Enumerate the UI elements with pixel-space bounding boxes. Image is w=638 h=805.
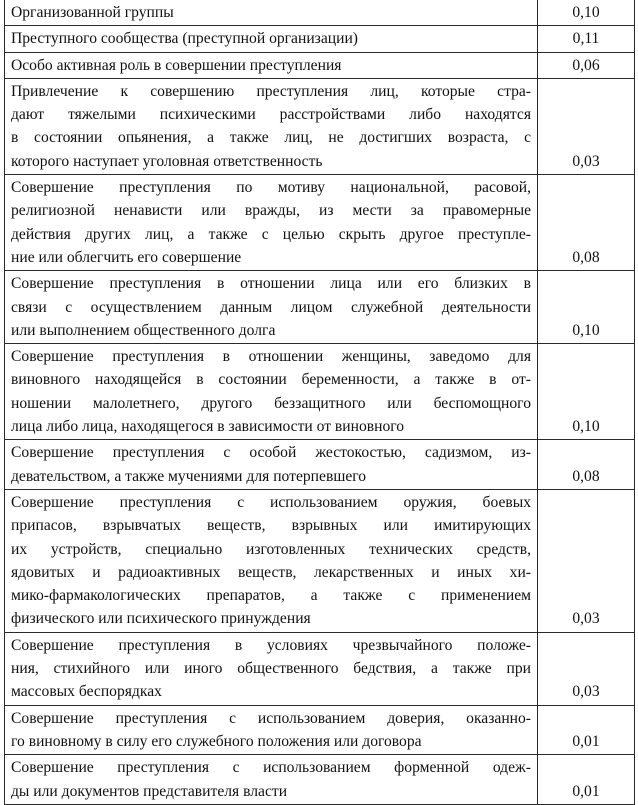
table-row — [5, 26, 635, 52]
factor-description-line: Совершение преступления в условиях чрезвычайного положе- — [11, 636, 531, 654]
table-row — [5, 0, 635, 26]
factor-description-line: Совершение преступления в отношении женщины, заведомо для — [11, 348, 531, 366]
factors-table — [4, 0, 635, 805]
table-row — [5, 705, 635, 755]
factor-description-line: ды или документов представителя власти — [11, 782, 288, 800]
table-row — [5, 175, 635, 271]
factor-description-cell — [5, 344, 538, 440]
table-row — [5, 344, 635, 440]
table-row — [5, 52, 635, 78]
factor-description-line: связи с осуществлением данным лицом служебной деятельности — [11, 298, 531, 316]
factor-description-line: ношении малолетнего, другого беззащитного или беспомощного — [11, 394, 531, 412]
factor-description-line: или выполнением общественного долга — [11, 321, 276, 339]
factor-description-line: которого наступает уголовная ответственность — [11, 152, 323, 170]
factor-description-cell — [5, 705, 538, 755]
factor-description-line: Совершение преступления в отношении лица или его близких в — [11, 275, 531, 293]
table-row — [5, 440, 635, 490]
factor-description-line: физического или психического принуждения — [11, 610, 311, 628]
factor-description-cell — [5, 0, 538, 26]
factor-description-cell — [5, 489, 538, 632]
factor-description-line: Особо активная роль в совершении преступления — [11, 56, 342, 74]
factor-value-cell: 0,01 — [538, 705, 635, 755]
factor-description-line: Преступного сообщества (преступной организации) — [11, 30, 358, 48]
factor-value-cell: 0,01 — [538, 755, 635, 805]
factor-value-cell: 0,03 — [538, 489, 635, 632]
factor-description-line: дают тяжелыми психическими расстройствами либо находятся — [11, 106, 531, 124]
factor-description-line: Совершение преступления по мотиву национальной, расовой, — [11, 179, 531, 197]
factor-description-line: припасов, взрывчатых веществ, взрывных или имитирующих — [11, 517, 531, 535]
factor-description-cell — [5, 271, 538, 344]
factor-value-cell: 0,06 — [538, 52, 635, 78]
factor-description-cell — [5, 632, 538, 705]
factor-value-cell: 0,10 — [538, 0, 635, 26]
factor-value-cell: 0,08 — [538, 175, 635, 271]
factor-description-cell — [5, 26, 538, 52]
factor-description-line: лица либо лица, находящегося в зависимости от виновного — [11, 418, 405, 436]
factor-description-line: действия других лиц, а также с целью скрыть другое преступле- — [11, 225, 531, 243]
factor-value-cell: 0,10 — [538, 344, 635, 440]
table-row — [5, 632, 635, 705]
factors-table-body — [5, 0, 635, 804]
factor-description-line: Совершение преступления с особой жестокостью, садизмом, из- — [11, 444, 531, 462]
table-row — [5, 78, 635, 174]
factor-description-line: Совершение преступления с использованием форменной одеж- — [11, 759, 531, 777]
factor-description-line: го виновному в силу его служебного положения или договора — [11, 732, 422, 750]
factor-description-line: Совершение преступления с использованием доверия, оказанно- — [11, 709, 531, 727]
factor-value-cell: 0,10 — [538, 271, 635, 344]
factor-description-cell — [5, 52, 538, 78]
factor-value-cell: 0,11 — [538, 26, 635, 52]
factor-description-line: виновного находящейся в состоянии беременности, а также в от- — [11, 371, 531, 389]
factor-description-line: религиозной ненависти или вражды, из мести за правомерные — [11, 202, 531, 220]
factor-description-line: их устройств, специально изготовленных технических средств, — [11, 540, 531, 558]
factor-value-cell: 0,03 — [538, 632, 635, 705]
factor-description-line: Организованной группы — [11, 4, 174, 21]
table-row — [5, 271, 635, 344]
factor-description-line: мико-фармакологических препаратов, а также с применением — [11, 587, 531, 605]
factor-description-line: девательством, а также мучениями для потерпевшего — [11, 467, 367, 485]
factor-description-line: ния, стихийного или иного общественного бедствия, а также при — [11, 660, 531, 678]
factor-description-line: Совершение преступления с использованием оружия, боевых — [11, 493, 531, 511]
factor-value-cell: 0,08 — [538, 440, 635, 490]
factor-description-line: Привлечение к совершению преступления лиц, которые стра- — [11, 82, 531, 100]
table-row — [5, 755, 635, 805]
factor-description-cell — [5, 440, 538, 490]
table-row — [5, 489, 635, 632]
factor-description-line: массовых беспорядках — [11, 683, 162, 701]
factor-description-cell — [5, 78, 538, 174]
factor-value-cell: 0,03 — [538, 78, 635, 174]
factor-description-line: в состоянии опьянения, а также лиц, не достигших возраста, с — [11, 129, 531, 147]
factor-description-cell — [5, 175, 538, 271]
factor-description-line: ядовитых и радиоактивных веществ, лекарственных и иных хи- — [11, 563, 531, 581]
factor-description-cell — [5, 755, 538, 805]
factor-description-line: ние или облегчить его совершение — [11, 248, 242, 266]
